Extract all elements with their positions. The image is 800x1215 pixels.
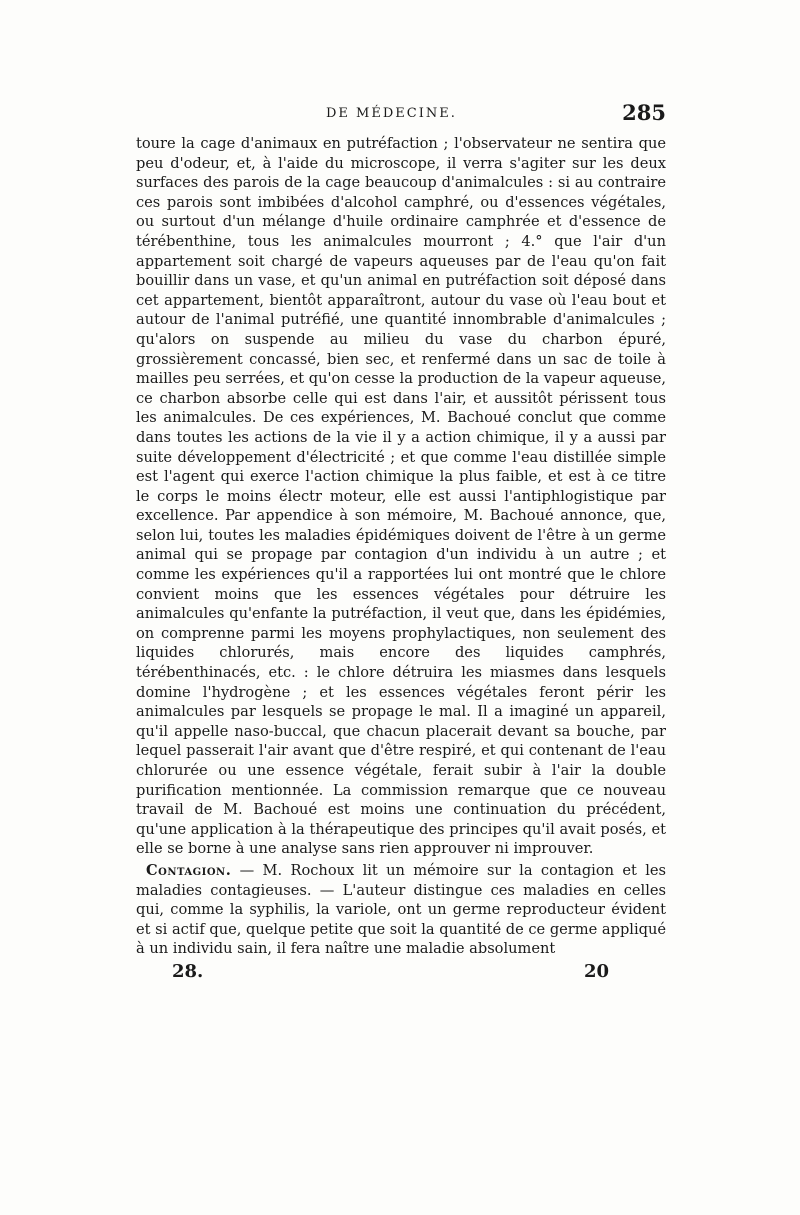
- page-footer: [136, 961, 666, 991]
- page-number: 285: [622, 100, 666, 125]
- text-block: [136, 100, 666, 991]
- section-heading: Contagion.: [146, 861, 232, 879]
- page-header: [136, 100, 666, 130]
- running-head: DE MÉDECINE.: [326, 106, 457, 121]
- signature-mark: 28.: [172, 960, 204, 982]
- paragraph-contagion: [136, 861, 666, 959]
- paragraph-contagion-text: — M. Rochoux lit un mémoire sur la contagion et les maladies contagieuses. — L'auteur distingue ces maladies en celles qui, comme la syphilis, la variole, ont un germe reproducteur évident et si actif que, quelque petite que soit la quantité de ce germe appliqué à un individu sain, il fera naître une maladie absolument: [136, 861, 666, 958]
- folio-mark: 20: [584, 960, 610, 982]
- body-text: [136, 134, 666, 959]
- paragraph-bachoue: toure la cage d'animaux en putréfaction ; l'observateur ne sentira que peu d'odeur, et, à l'aide du microscope, il verra s'agiter sur les deux surfaces des parois de la cage beaucoup d'animalcules : si au contraire ces parois sont imbibées d'alcohol camphré, ou d'essences végétales, ou surtout d'un mélange d'huile ordinaire camphrée et d'essence de térébenthine, tous les animalcules mourront ; 4.° que l'air d'un appartement soit chargé de vapeurs aqueuses par de l'eau qu'on fait bouillir dans un vase, et qu'un animal en putréfaction soit déposé dans cet appartement, bientôt apparaîtront, autour du vase où l'eau bout et autour de l'animal putréfié, une quantité innombrable d'animalcules ; qu'alors on suspende au milieu du vase du charbon épuré, grossièrement concassé, bien sec, et renfermé dans un sac de toile à mailles peu serrées, et qu'on cesse la production de la vapeur aqueuse, ce charbon absorbe celle qui est dans l'air, et aussitôt périssent tous les animalcules. De ces expériences, M. Bachoué conclut que comme dans toutes les actions de la vie il y a action chimique, il y a aussi par suite développement d'électricité ; et que comme l'eau distillée simple est l'agent qui exerce l'action chimique la plus faible, et est à ce titre le corps le moins électr moteur, elle est aussi l'antiphlogistique par excellence. Par appendice à son mémoire, M. Bachoué annonce, que, selon lui, toutes les maladies épidémiques doivent de l'être à un germe animal qui se propage par contagion d'un individu à un autre ; et comme les expériences qu'il a rapportées lui ont montré que le chlore convient moins que les essences végétales pour détruire les animalcules qu'enfante la putréfaction, il veut que, dans les épidémies, on comprenne parmi les moyens prophylactiques, non seulement des liquides chlorurés, mais encore des liquides camphrés, térébenthinacés, etc. : le chlore détruira les miasmes dans lesquels domine l'hydrogène ; et les essences végétales feront périr les animalcules par lesquels se propage le mal. Il a imaginé un appareil, qu'il appelle naso-buccal, que chacun placerait devant sa bouche, par lequel passerait l'air avant que d'être respiré, et qui contenant de l'eau chlorurée ou une essence végétale, ferait subir à l'air la double purification mentionnée. La commission remarque que ce nouveau travail de M. Bachoué est moins une continuation du précédent, qu'une application à la thérapeutique des principes qu'il avait posés, et elle se borne à une analyse sans rien approuver ni improuver.: [136, 135, 666, 858]
